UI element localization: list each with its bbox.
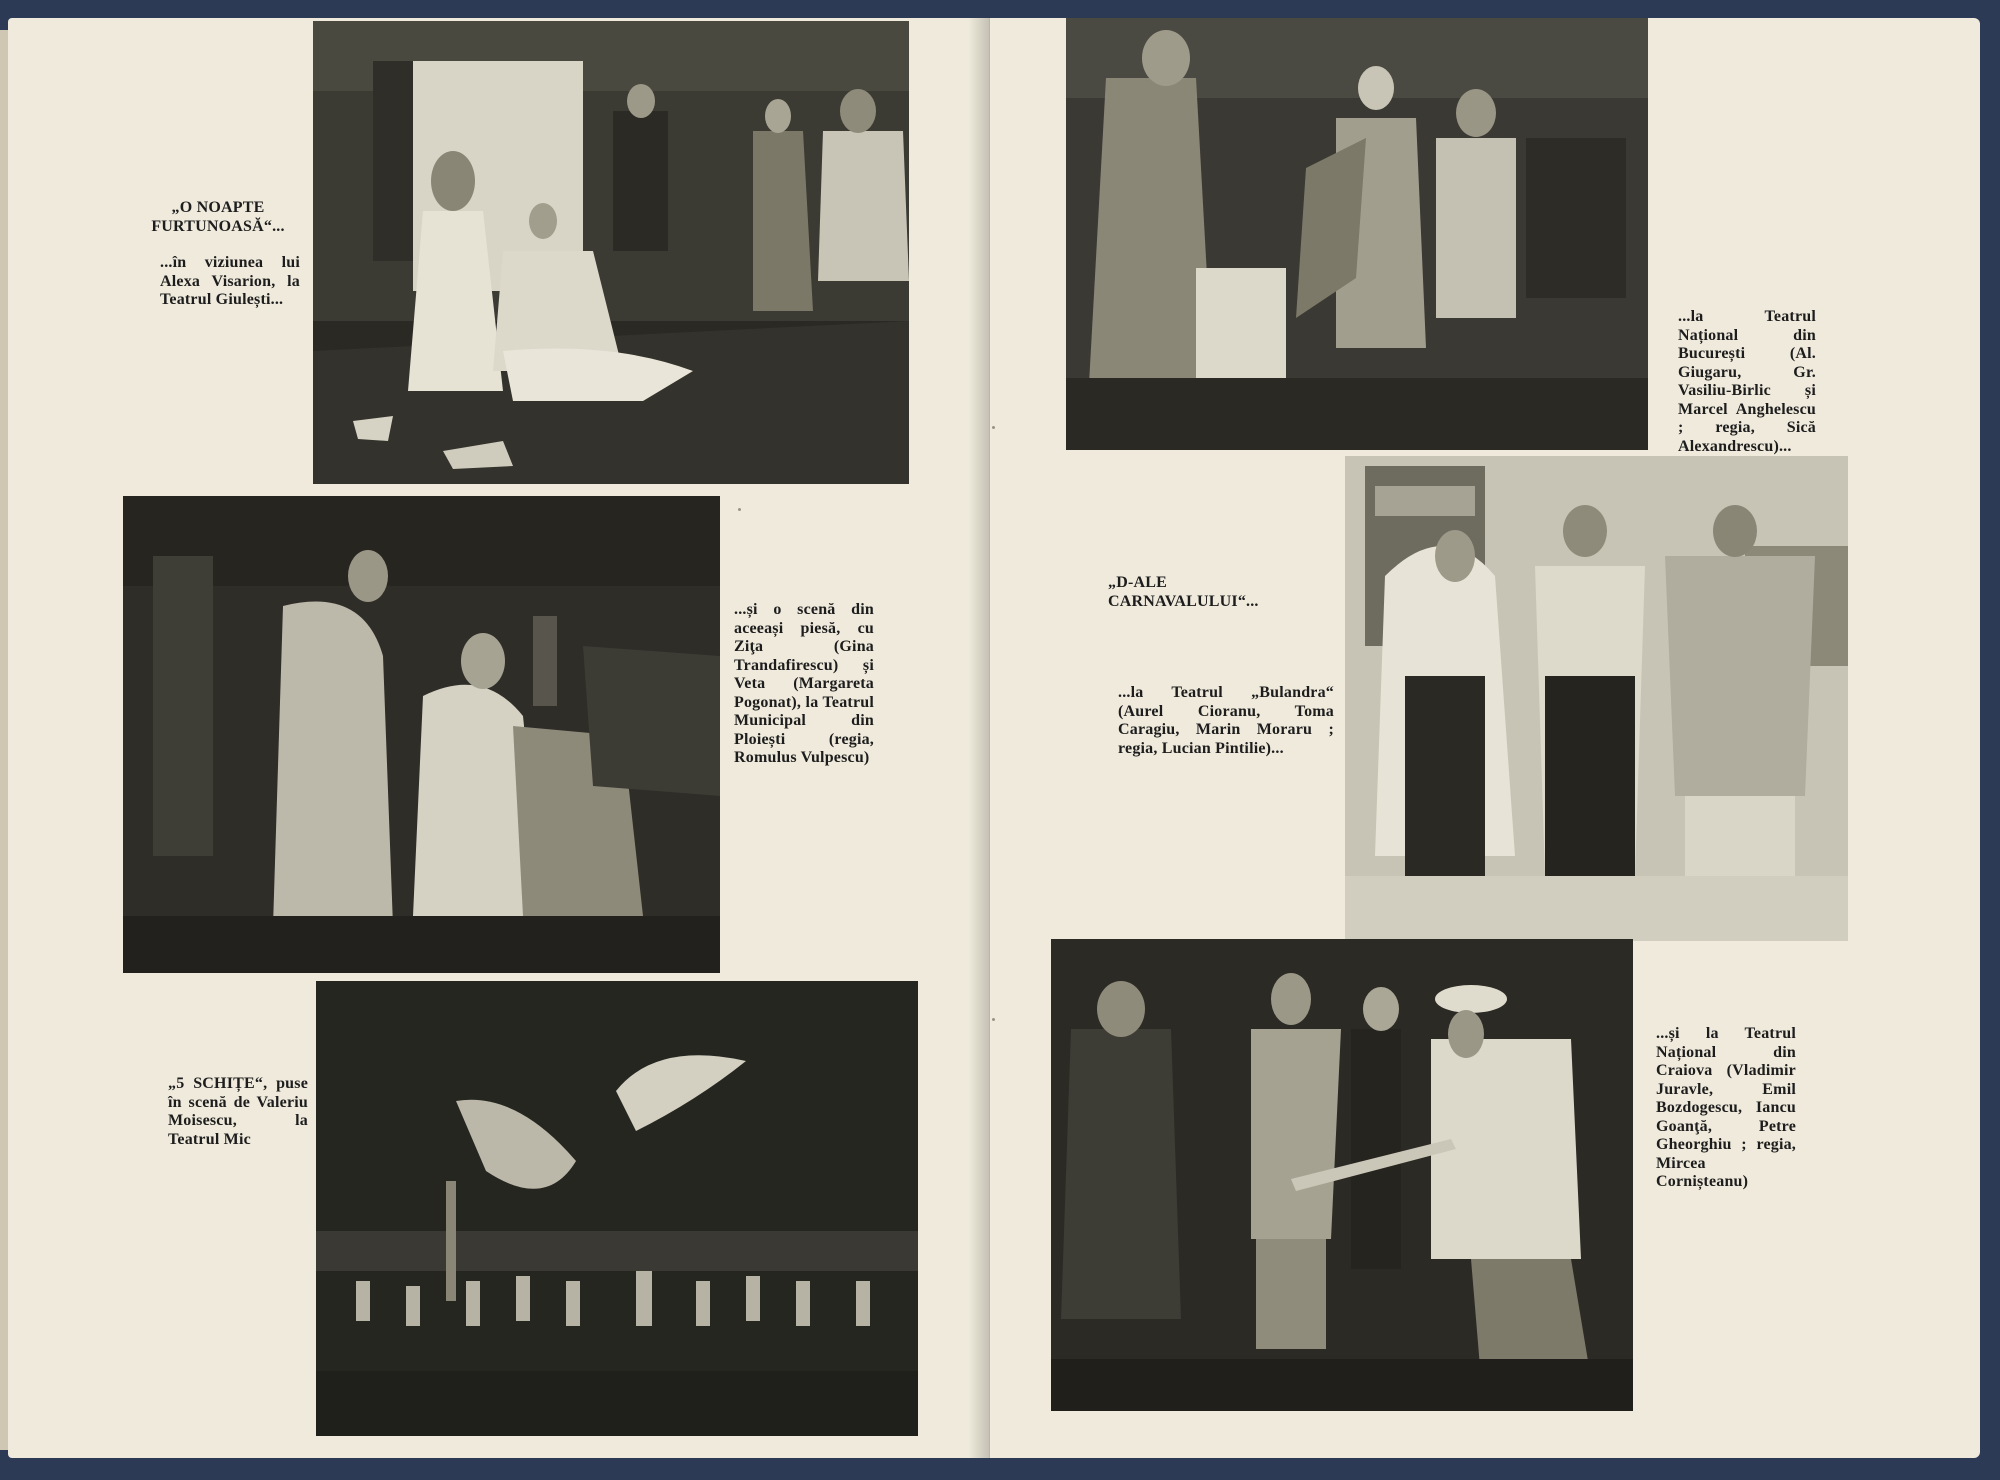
caption-noapte-desc: ...în viziunea lui Alexa Visarion, la Teatrul Giulești...	[160, 254, 300, 308]
page-mark	[992, 426, 995, 429]
book-edge	[0, 30, 8, 1450]
photo-craiova	[1051, 939, 1633, 1411]
caption-national-bucuresti: ...la Teatrul Național din București (Al. Giugaru, Gr. Vasiliu-Birlic și Marcel Anghelescu ; regia, Sică Alexandrescu)...	[1678, 308, 1816, 455]
caption-schite: „5 SCHIȚE“, puse în scenă de Valeriu Moisescu, la Teatrul Mic	[168, 1075, 308, 1148]
photo-zita-veta	[123, 496, 720, 973]
right-page	[990, 18, 1980, 1458]
page-mark	[992, 1018, 995, 1021]
caption-zita-veta: ...și o scenă din aceeași piesă, cu Ziţa (Gina Trandafirescu) și Veta (Margareta Pogonat), la Teatrul Municipal din Ploiești (regia, Romulus Vulpescu)	[734, 601, 874, 766]
caption-noapte-title: „O NOAPTE FURTUNOASĂ“...	[151, 199, 285, 235]
caption-craiova: ...și la Teatrul Național din Craiova (Vladimir Juravle, Emil Bozdogescu, Iancu Goanţă, Petre Gheorghiu ; regia, Mircea Cornișteanu)	[1656, 1025, 1796, 1190]
page-mark	[738, 508, 741, 511]
photo-bulandra	[1345, 456, 1848, 941]
photo-noapte-furtunoasa	[313, 21, 909, 484]
photo-schite	[316, 981, 918, 1436]
caption-carnaval-title: „D-ALE CARNAVALULUI“...	[1108, 574, 1259, 610]
left-page	[8, 18, 990, 1458]
photo-national-bucuresti	[1066, 18, 1648, 450]
caption-bulandra: ...la Teatrul „Bulandra“ (Aurel Cioranu, Toma Caragiu, Marin Moraru ; regia, Lucian Pintilie)...	[1118, 684, 1334, 757]
